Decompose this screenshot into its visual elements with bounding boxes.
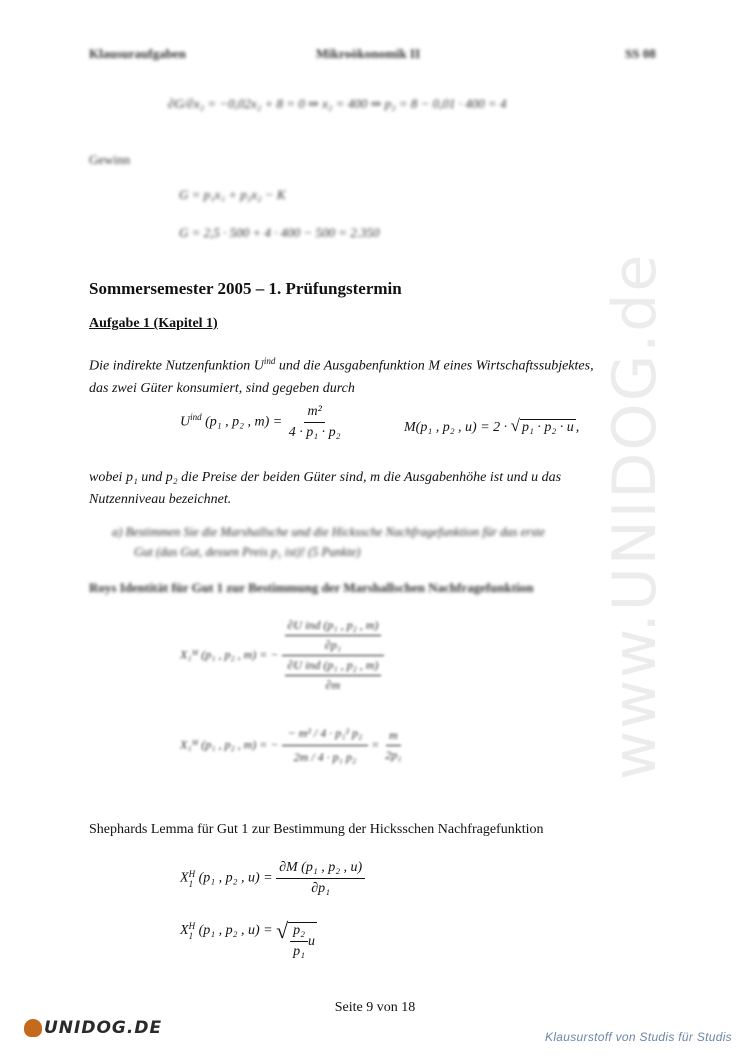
definitions-line1: wobei p₁ und p₂ die Preise der beiden Güter sind, m die Ausgabenhöhe ist und u das <box>89 470 562 485</box>
hicks-formula-1 <box>180 860 365 897</box>
marshall-f2-equals: = <box>371 737 380 752</box>
hicks2-sub: 1 <box>188 931 194 941</box>
header-left: Klausuraufgaben <box>89 46 186 61</box>
hicks1-args: (p₁ , p₂ , u) = <box>198 870 273 886</box>
hicks2-sup: H <box>188 921 196 931</box>
hicks1-indices <box>189 869 196 889</box>
marshall-f2-lhs: X₁ᴹ (p₁ , p₂ , m) = − <box>180 737 279 752</box>
intro-paragraph <box>89 350 689 400</box>
hicks2-tail: u <box>308 933 316 949</box>
hicks1-fraction <box>276 860 365 897</box>
hicks-formula-2 <box>180 918 317 960</box>
intro-line1-b: und die Ausgabenfunktion <box>278 358 425 374</box>
task-a-line1: a) Bestimmen Sie die Marshallsche und die Hickssche Nachfragefunktion für das erste <box>112 525 545 539</box>
formula-m-radicand: p₁ · p₂ · u <box>522 420 574 435</box>
hicks2-radicand <box>288 922 317 960</box>
intro-sup: ind <box>263 356 276 366</box>
marshall-f1-inner-bottom <box>285 658 382 693</box>
sqrt-sign: √ <box>510 416 521 435</box>
marshall-f2-result-num: m <box>386 728 401 746</box>
marshall-formula-1 <box>180 618 384 693</box>
hicks2-denominator: p₁ <box>293 944 306 960</box>
intro-line2: das zwei Güter konsumiert, sind gegeben durch <box>89 380 355 396</box>
marshall-f2-result-den: 2p₁ <box>385 748 402 762</box>
unidog-logo <box>24 1018 162 1038</box>
blurred-equation-1: ∂G/∂x₂ = −0,02x₂ + 8 = 0 ⇒ x₂ = 400 ⇒ p₂ = 8 − 0,01 · 400 = 4 <box>168 96 507 111</box>
hicks1-x: X <box>180 870 189 886</box>
formula-expenditure <box>404 416 579 436</box>
formula-m-lhs: M(p₁ , p₂ , u) = 2 · <box>404 420 508 435</box>
task-a-line2: Gut (das Gut, dessen Preis p₁ ist)! (5 Punkte) <box>134 545 361 559</box>
hicks2-x: X <box>180 923 189 939</box>
marshall-f2-numerator: − m² / 4 · p₁² p₂ <box>282 722 369 746</box>
hicks1-sub: 1 <box>188 878 194 889</box>
footer-tagline: Klausurstoff von Studis für Studis <box>545 1030 732 1044</box>
marshall-f2-denominator: 2m / 4 · p₁ p₂ <box>293 750 356 764</box>
marshall-f1-numerator <box>282 618 385 656</box>
section-title: Sommersemester 2005 – 1. Prüfungstermin <box>89 279 402 298</box>
intro-line1-c: eines Wirtschaftssubjektes, <box>443 358 594 374</box>
formula-u-denominator: 4 · p₁ · p₂ <box>288 425 341 440</box>
marshall-f1-fraction <box>282 618 385 693</box>
roys-identity-label: Roys Identität für Gut 1 zur Bestimmung der Marshallschen Nachfragefunktion <box>89 580 534 595</box>
blurred-equation-3: G = 2,5 · 500 + 4 · 400 − 500 = 2.350 <box>179 225 380 240</box>
task-a <box>112 522 545 562</box>
task-title: Aufgabe 1 (Kapitel 1) <box>89 316 218 331</box>
marshall-formula-2 <box>180 722 404 769</box>
gewinn-label: Gewinn <box>89 152 131 167</box>
hicks1-numerator: ∂M (p₁ , p₂ , u) <box>276 860 365 879</box>
marshall-f1-lhs: X₁ᴹ (p₁ , p₂ , m) = − <box>180 647 279 662</box>
hicks1-sup: H <box>188 868 196 879</box>
marshall-f1-num2: ∂U ind (p₁ , p₂ , m) <box>285 658 382 676</box>
formula-u-args: (p₁ , p₂ , m) = <box>205 414 283 430</box>
hicks2-sqrt-sign: √ <box>276 918 289 943</box>
blurred-equation-2: G = p₁x₁ + p₂x₂ − K <box>179 187 286 202</box>
formula-u-fraction <box>286 404 344 441</box>
formula-u-lhs: U <box>180 414 191 430</box>
formula-u-numerator: m² <box>304 404 324 423</box>
marshall-f1-num1: ∂U ind (p₁ , p₂ , m) <box>285 618 382 636</box>
dog-icon <box>24 1019 42 1037</box>
marshall-f2-result <box>382 728 404 763</box>
definitions-line2: Nutzenniveau bezeichnet. <box>89 492 232 507</box>
intro-line1-a: Die indirekte Nutzenfunktion U <box>89 358 264 374</box>
header-center: Mikroökonomik II <box>316 46 421 61</box>
definitions-paragraph <box>89 467 689 511</box>
header-right: SS 08 <box>625 46 656 61</box>
marshall-f1-denominator <box>282 656 385 693</box>
hicks2-fraction <box>290 923 308 960</box>
marshall-f2-fraction <box>282 722 369 769</box>
logo-text: UNIDOG.DE <box>44 1018 163 1038</box>
watermark: www.UNIDOG.de <box>600 252 670 780</box>
page-number: Seite 9 von 18 <box>334 1000 416 1015</box>
marshall-f1-den2: ∂m <box>325 678 341 692</box>
hicks2-indices <box>189 921 196 941</box>
hicks2-numerator: p₂ <box>290 923 308 942</box>
shephard-label: Shephards Lemma für Gut 1 zur Bestimmung der Hicksschen Nachfragefunktion <box>89 822 544 837</box>
hicks2-args: (p₁ , p₂ , u) = <box>198 923 273 939</box>
formula-indirect-utility <box>180 404 344 441</box>
formula-u-sup: ind <box>190 412 202 423</box>
marshall-f1-inner-top <box>285 618 382 653</box>
hicks1-denominator: ∂p₁ <box>311 881 331 896</box>
intro-M: M <box>428 358 440 374</box>
marshall-f1-den1: ∂p₁ <box>324 638 342 652</box>
formula-m-tail: , <box>575 420 580 435</box>
